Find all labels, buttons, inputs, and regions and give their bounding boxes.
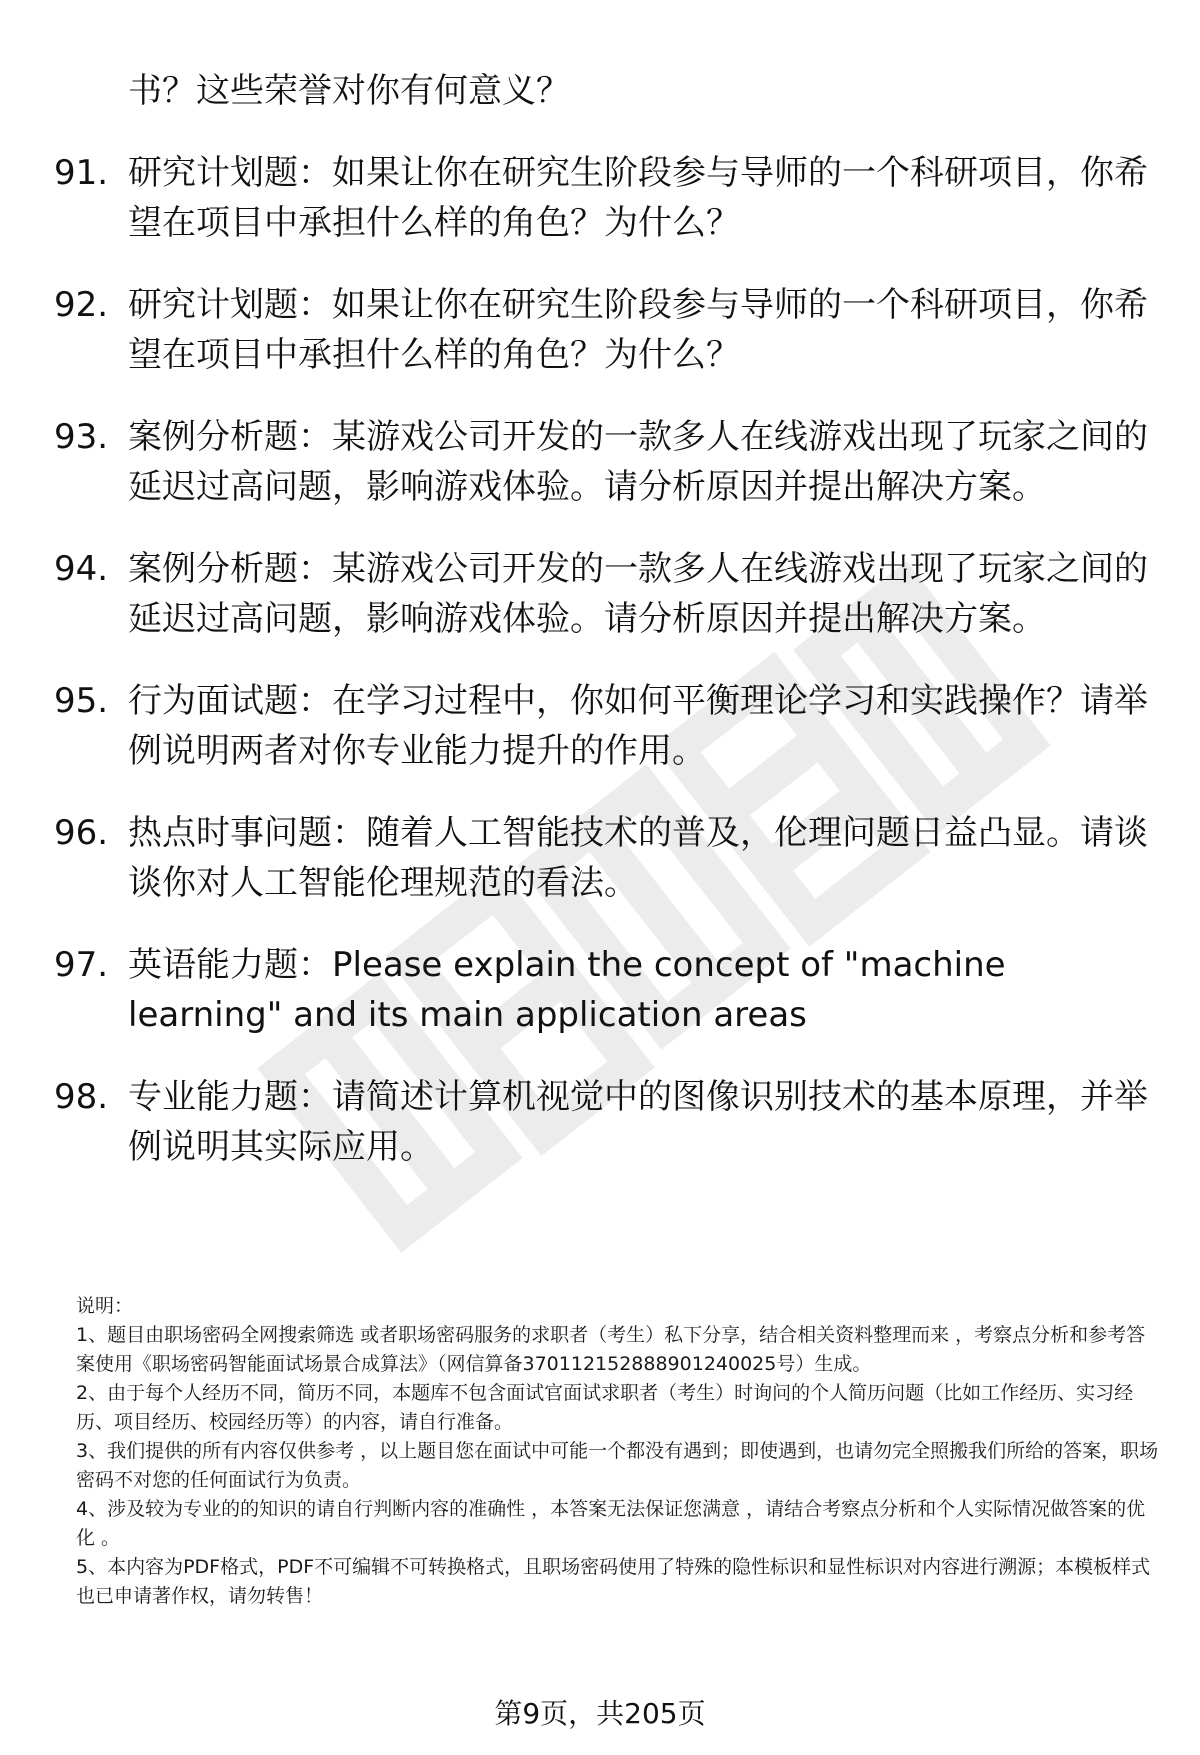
question-text: 专业能力题：请简述计算机视觉中的图像识别技术的基本原理，并举例说明其实际应用。	[128, 1077, 1148, 1167]
question-number: 94.	[54, 549, 109, 589]
question-number: 92.	[54, 285, 109, 325]
question-text: 研究计划题：如果让你在研究生阶段参与导师的一个科研项目，你希望在项目中承担什么样的角色？为什么？	[128, 285, 1148, 375]
notes-section	[76, 1292, 1161, 1611]
question-item	[54, 676, 1154, 776]
note-item: 1、题目由职场密码全网搜索筛选 或者职场密码服务的求职者（考生）私下分享，结合相关资料整理而来 ，考察点分析和参考答案使用《职场密码智能面试场景合成算法》（网信算备370112152888901240025号）生成。	[76, 1324, 1146, 1375]
question-text: 案例分析题：某游戏公司开发的一款多人在线游戏出现了玩家之间的延迟过高问题，影响游戏体验。请分析原因并提出解决方案。	[128, 549, 1148, 639]
question-item	[54, 940, 1154, 1040]
question-item	[54, 148, 1154, 248]
question-item	[54, 808, 1154, 908]
question-number: 95.	[54, 681, 109, 721]
question-continuation: 书？这些荣誉对你有何意义？	[128, 71, 570, 111]
question-item	[54, 1072, 1154, 1172]
question-text: 案例分析题：某游戏公司开发的一款多人在线游戏出现了玩家之间的延迟过高问题，影响游戏体验。请分析原因并提出解决方案。	[128, 417, 1148, 507]
question-text: 热点时事问题：随着人工智能技术的普及，伦理问题日益凸显。请谈谈你对人工智能伦理规范的看法。	[128, 813, 1148, 903]
note-item: 4、涉及较为专业的的知识的请自行判断内容的准确性 ，本答案无法保证您满意 ，请结合考察点分析和个人实际情况做答案的优化 。	[76, 1498, 1146, 1549]
question-number: 98.	[54, 1077, 109, 1117]
note-item: 3、我们提供的所有内容仅供参考 ，以上题目您在面试中可能一个都没有遇到；即使遇到，也请勿完全照搬我们所给的答案，职场密码不对您的任何面试行为负责。	[76, 1440, 1159, 1491]
question-text: 研究计划题：如果让你在研究生阶段参与导师的一个科研项目，你希望在项目中承担什么样的角色？为什么？	[128, 153, 1148, 243]
question-list	[54, 66, 1154, 1204]
note-item: 5、本内容为PDF格式，PDF不可编辑不可转换格式，且职场密码使用了特殊的隐性标识和显性标识对内容进行溯源；本模板样式也已申请著作权，请勿转售！	[76, 1556, 1151, 1607]
question-text: 行为面试题：在学习过程中，你如何平衡理论学习和实践操作？请举例说明两者对你专业能力提升的作用。	[128, 681, 1148, 771]
question-number: 96.	[54, 813, 109, 853]
question-text: 英语能力题：Please explain the concept of "machine learning" and its main application areas	[128, 945, 1006, 1035]
page-footer: 第9页，共205页	[494, 1697, 706, 1730]
question-number: 97.	[54, 945, 109, 985]
question-number: 93.	[54, 417, 109, 457]
question-item	[54, 280, 1154, 380]
question-item	[54, 544, 1154, 644]
question-number: 91.	[54, 153, 109, 193]
notes-heading: 说明：	[76, 1295, 134, 1317]
question-item	[54, 412, 1154, 512]
note-item: 2、由于每个人经历不同，简历不同，本题库不包含面试官面试求职者（考生）时询问的个人简历问题（比如工作经历、实习经历、项目经历、校园经历等）的内容，请自行准备。	[76, 1382, 1134, 1433]
